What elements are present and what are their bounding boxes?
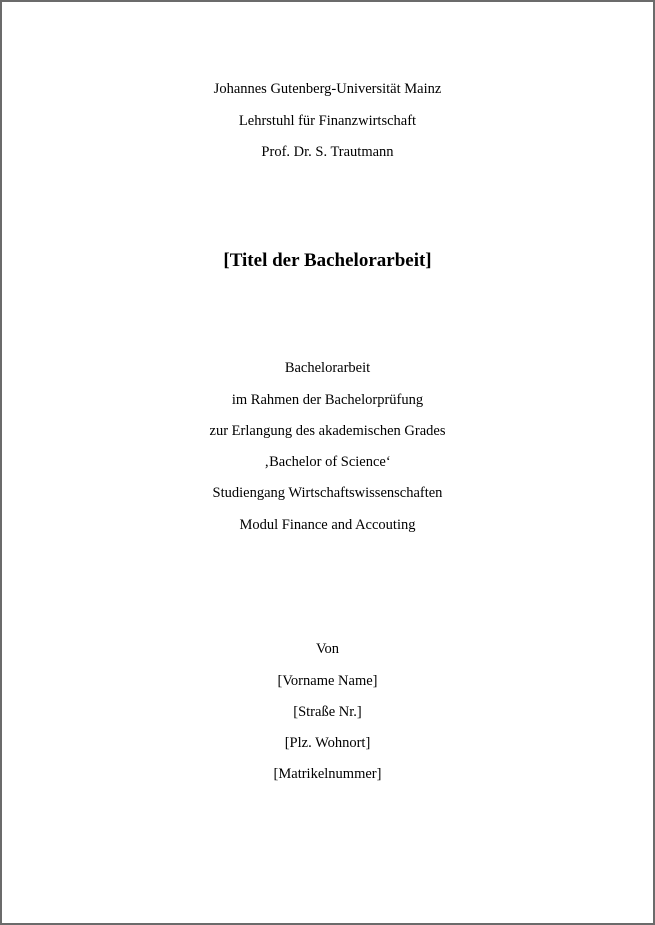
module-name: Modul Finance and Accouting (239, 517, 416, 533)
author-name: [Vorname Name] (277, 673, 378, 689)
author-street: [Straße Nr.] (293, 704, 362, 720)
author-matriculation: [Matrikelnummer] (273, 766, 382, 782)
author-by-label: Von (315, 641, 340, 657)
thesis-purpose: zur Erlangung des akademischen Grades (209, 423, 446, 439)
degree-name: ‚Bachelor of Science‘ (264, 454, 391, 470)
author-city: [Plz. Wohnort] (284, 735, 371, 751)
thesis-context: im Rahmen der Bachelorprüfung (231, 392, 424, 408)
chair-name: Lehrstuhl für Finanzwirtschaft (238, 113, 417, 129)
thesis-title: [Titel der Bachelorarbeit] (223, 250, 432, 271)
study-program: Studiengang Wirtschaftswissenschaften (212, 485, 443, 501)
university-name: Johannes Gutenberg-Universität Mainz (213, 81, 442, 97)
professor-name: Prof. Dr. S. Trautmann (261, 144, 394, 160)
thesis-type: Bachelorarbeit (284, 360, 371, 376)
